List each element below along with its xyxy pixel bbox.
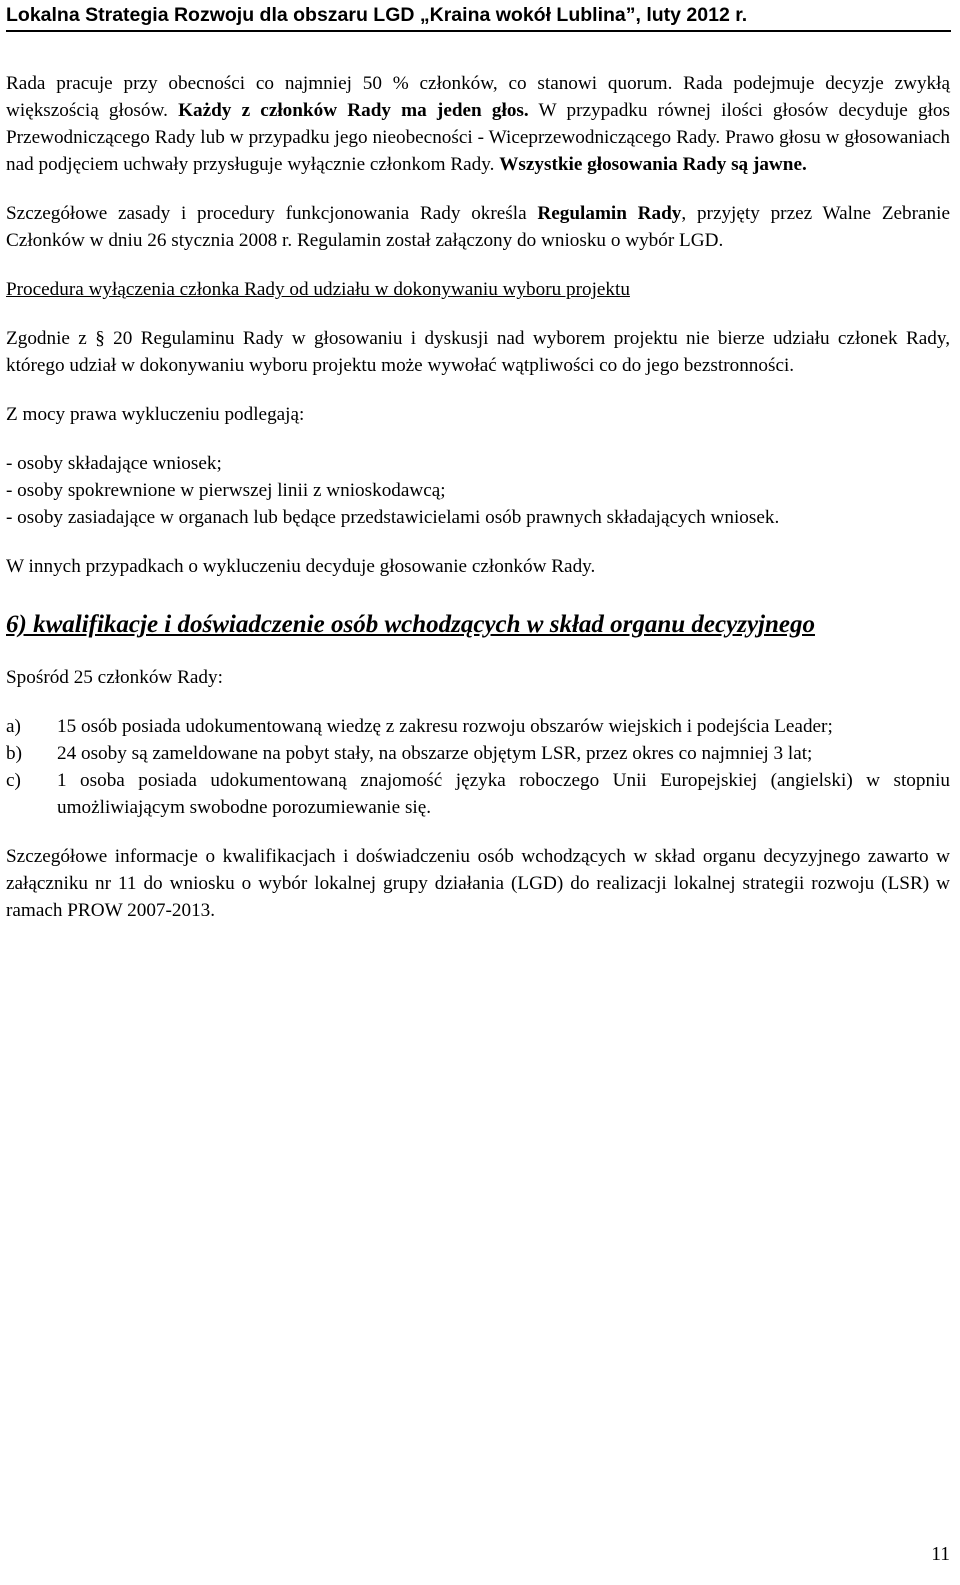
header-title: Lokalna Strategia Rozwoju dla obszaru LGD „Kraina wokół Lublina”, luty 2012 r. (6, 4, 748, 26)
exclusion-list (6, 450, 950, 531)
page-content (6, 70, 950, 924)
paragraph-council-voting: Rada pracuje przy obecności co najmniej 50 % członków, co stanowi quorum. Rada podejmuje decyzje zwykłą większością głosów. Każdy z członków Rady ma jeden głos. W przypadku równej ilości głosów decyduje głos Przewodniczącego Rady lub w przypadku jego nieobecności - Wiceprzewodniczącego Rady. Prawo głosu w głosowaniach nad podjęciem uchwały przysługuje wyłącznie członkom Rady. Wszystkie głosowania Rady są jawne. (6, 73, 950, 175)
list-item: - osoby zasiadające w organach lub będące przedstawicielami osób prawnych składających wniosek. (6, 507, 780, 528)
page-header (6, 0, 951, 32)
paragraph-council-rules: Szczegółowe zasady i procedury funkcjonowania Rady określa Regulamin Rady, przyjęty przez Walne Zebranie Członków w dniu 26 stycznia 2008 r. Regulamin został załączony do wniosku o wybór LGD. (6, 203, 950, 251)
list-item-text: 24 osoby są zameldowane na pobyt stały, na obszarze objętym LSR, przez okres co najmniej 3 lat; (57, 743, 813, 764)
bold-council-regulations: Regulamin Rady (537, 203, 682, 224)
list-marker: b) (6, 743, 22, 764)
paragraph-other-cases: W innych przypadkach o wykluczeniu decyduje głosowanie członków Rady. (6, 556, 596, 577)
list-marker: c) (6, 770, 21, 791)
list-item (6, 767, 950, 821)
bold-open-voting: Wszystkie głosowania Rady są jawne. (499, 154, 807, 175)
list-item (6, 740, 950, 767)
bold-one-vote: Każdy z członków Rady ma jeden głos. (178, 100, 529, 121)
qualification-list (6, 713, 950, 821)
list-item (6, 713, 950, 740)
list-item: - osoby składające wniosek; (6, 453, 222, 474)
paragraph-regulation-20: Zgodnie z § 20 Regulaminu Rady w głosowaniu i dyskusji nad wyborem projektu nie bierze udziału członek Rady, którego udział w dokonywaniu wyboru projektu może wywołać wątpliwości co do jego bezstronności. (6, 328, 950, 376)
list-item-text: 15 osób posiada udokumentowaną wiedzę z zakresu rozwoju obszarów wiejskich i podejścia Leader; (57, 716, 833, 737)
page-number: 11 (931, 1544, 950, 1565)
list-item-text: 1 osoba posiada udokumentowaną znajomość języka roboczego Unii Europejskiej (angielski) w stopniu umożliwiającym swobodne porozumiewanie się. (57, 770, 950, 818)
list-marker: a) (6, 716, 21, 737)
subheading-exclusion-procedure: Procedura wyłączenia członka Rady od udziału w dokonywaniu wyboru projektu (6, 279, 630, 300)
paragraph-members-count: Spośród 25 członków Rady: (6, 667, 223, 688)
paragraph-legal-exclusion: Z mocy prawa wykluczeniu podlegają: (6, 404, 305, 425)
list-item: - osoby spokrewnione w pierwszej linii z wnioskodawcą; (6, 480, 446, 501)
paragraph-details-attachment: Szczegółowe informacje o kwalifikacjach i doświadczeniu osób wchodzących w skład organu decyzyjnego zawarto w załączniku nr 11 do wniosku o wybór lokalnej grupy działania (LGD) do realizacji lokalnej strategii rozwoju (LSR) w ramach PROW 2007-2013. (6, 846, 950, 921)
section-heading-qualifications: 6) kwalifikacje i doświadczenie osób wchodzących w skład organu decyzyjnego (6, 611, 815, 638)
